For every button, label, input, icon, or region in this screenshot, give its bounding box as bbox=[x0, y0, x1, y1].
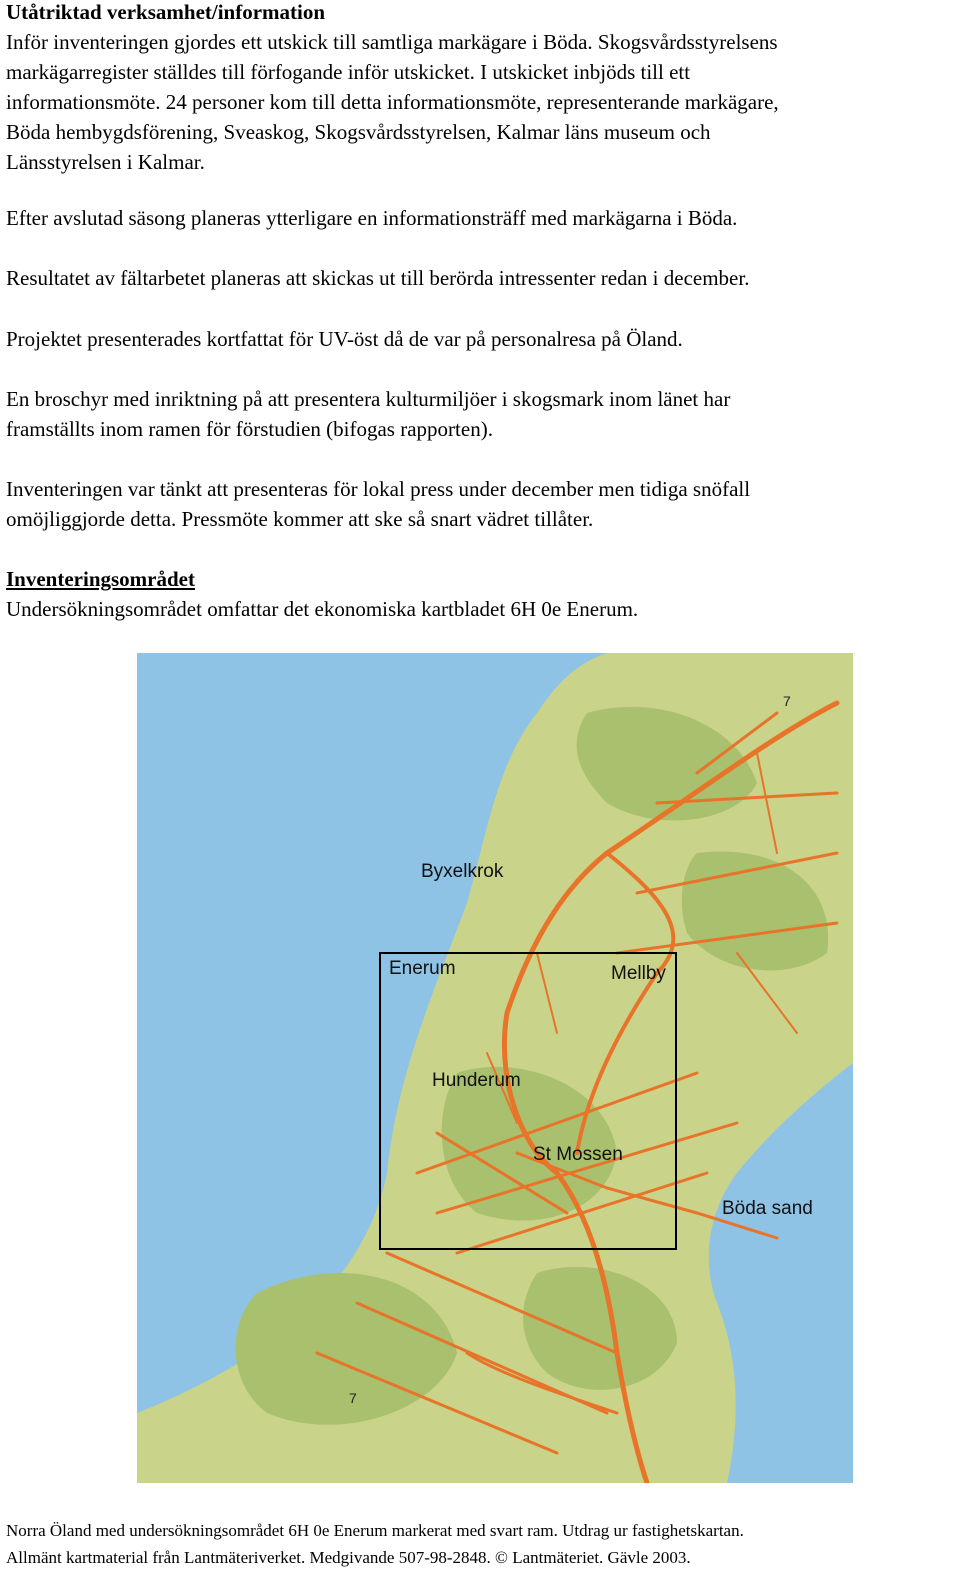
text-line: framställts inom ramen för förstudien (bifogas rapporten). bbox=[6, 417, 493, 441]
text-line: informationsmöte. 24 personer kom till detta informationsmöte, representerande markägare, bbox=[6, 90, 779, 114]
map-label-byxelkrok: Byxelkrok bbox=[421, 861, 504, 882]
text-line: En broschyr med inriktning på att presentera kulturmiljöer i skogsmark inom länet har bbox=[6, 387, 731, 411]
text-line: markägarregister ställdes till förfogande inför utskicket. I utskicket inbjöds till ett bbox=[6, 60, 691, 84]
property-map bbox=[137, 653, 853, 1483]
paragraph-broschyr bbox=[6, 384, 946, 444]
paragraph-undersokningsomradet: Undersökningsområdet omfattar det ekonomiska kartbladet 6H 0e Enerum. bbox=[6, 597, 639, 621]
text-line: Länsstyrelsen i Kalmar. bbox=[6, 150, 205, 174]
paragraph-inventeringen bbox=[6, 474, 946, 534]
text-line: omöjliggjorde detta. Pressmöte kommer att ske så snart vädret tillåter. bbox=[6, 507, 594, 531]
map-label-st-mossen: St Mossen bbox=[533, 1144, 623, 1165]
text-line: Inventeringen var tänkt att presenteras för lokal press under december men tidiga snöfall bbox=[6, 477, 751, 501]
section-inventeringsomradet bbox=[6, 564, 638, 624]
map-marker-top-right: 7 bbox=[783, 693, 791, 709]
map-label-enerum: Enerum bbox=[389, 958, 456, 979]
section-heading-inventeringsomradet: Inventeringsområdet bbox=[6, 567, 195, 591]
map-caption bbox=[6, 1517, 956, 1571]
map-label-mellby: Mellby bbox=[611, 963, 666, 984]
map-marker-bottom-left: 7 bbox=[349, 1390, 357, 1406]
paragraph-projektet: Projektet presenterades kortfattat för UV-öst då de var på personalresa på Öland. bbox=[6, 327, 683, 351]
text-line: Inför inventeringen gjordes ett utskick till samtliga markägare i Böda. Skogsvårdsstyrelsens bbox=[6, 30, 778, 54]
map-label-hunderum: Hunderum bbox=[432, 1070, 521, 1091]
section-heading-utatriktad: Utåtriktad verksamhet/information bbox=[6, 0, 326, 24]
map-label-boda-sand: Böda sand bbox=[722, 1198, 813, 1219]
text-line: Böda hembygdsförening, Sveaskog, Skogsvårdsstyrelsen, Kalmar läns museum och bbox=[6, 120, 711, 144]
caption-line: Allmänt kartmaterial från Lantmäteriverket. Medgivande 507-98-2848. © Lantmäteriet. Gävle 2003. bbox=[6, 1548, 691, 1567]
section-utatriktad bbox=[6, 0, 956, 177]
paragraph-efter: Efter avslutad säsong planeras ytterligare en informationsträff med markägarna i Böda. bbox=[6, 206, 738, 230]
caption-line: Norra Öland med undersökningsområdet 6H 0e Enerum markerat med svart ram. Utdrag ur fastighetskartan. bbox=[6, 1521, 744, 1540]
map-graphic bbox=[137, 653, 853, 1483]
paragraph-resultatet: Resultatet av fältarbetet planeras att skickas ut till berörda intressenter redan i december. bbox=[6, 266, 750, 290]
